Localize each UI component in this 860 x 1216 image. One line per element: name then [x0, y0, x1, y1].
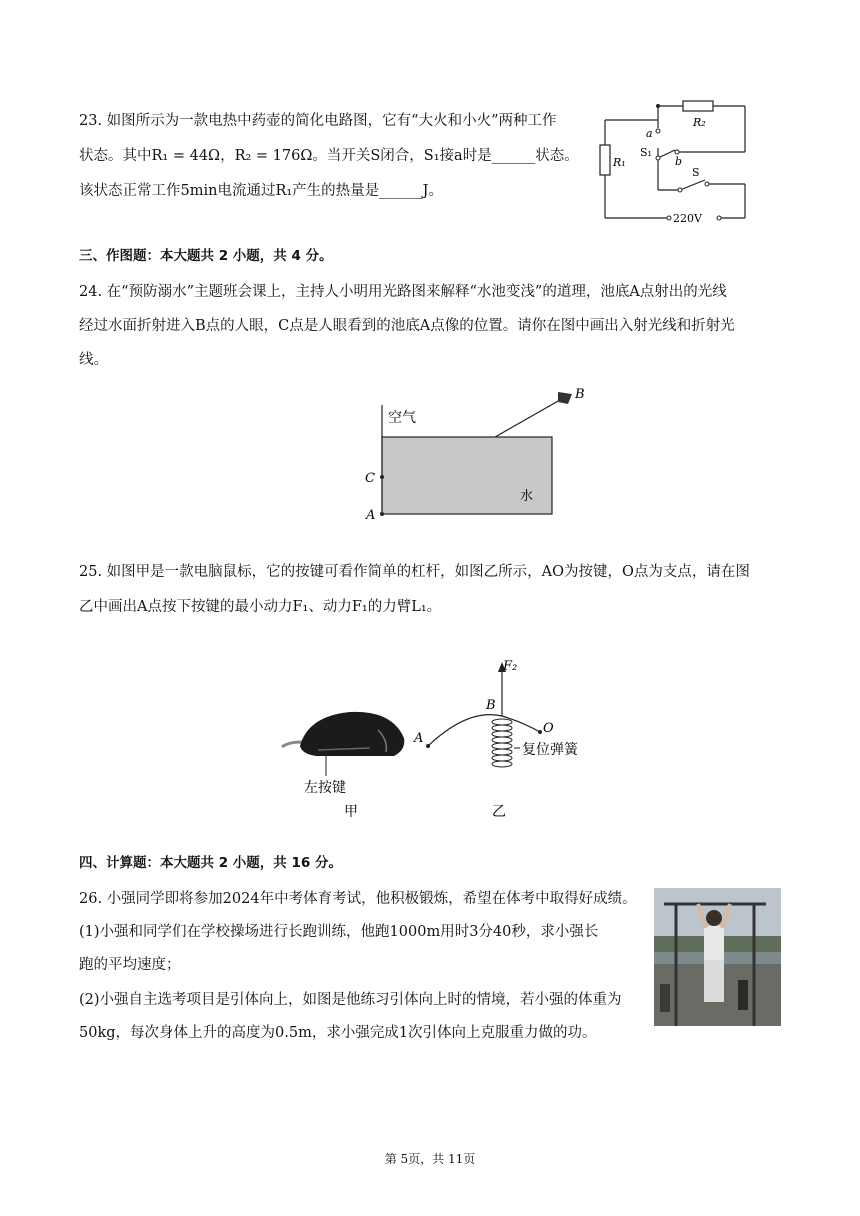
q25-figures: [270, 650, 610, 825]
q24-refraction-diagram: [360, 380, 600, 525]
page-number-footer: 第 5页，共 11页: [384, 1152, 476, 1166]
q26-part2-line-2: 50kg，每次身体上升的高度为0.5m，求小强完成1次引体向上克服重力做的功。: [79, 1025, 597, 1041]
q23-line-2: 状态。其中R₁ = 44Ω，R₂ = 176Ω。当开关S闭合，S₁接a时是______状态。: [79, 148, 579, 164]
yi-label: 乙: [492, 804, 506, 820]
point-a-label: A: [366, 508, 376, 523]
q26-part2-line-1: (2)小强自主选考项目是引体向上，如图是他练习引体向上时的情境，若小强的体重为: [79, 992, 622, 1008]
pull-up-photo: [654, 888, 781, 1026]
r1-label: R₁: [613, 156, 626, 169]
section-4-title: 四、计算题：本大题共 2 小题，共 16 分。: [79, 855, 342, 871]
air-label: 空气: [388, 410, 416, 426]
q23-line-3: 该状态正常工作5min电流通过R₁产生的热量是______J。: [79, 183, 443, 199]
point-a-label: A: [414, 731, 424, 746]
eye-icon: [558, 392, 572, 404]
q24-line-1: 24. 在“预防溺水”主题班会课上，主持人小明用光路图来解释“水池变浅”的道理，池底A点射出的光线: [79, 284, 727, 300]
r2-label: R₂: [693, 116, 706, 129]
mouse-image: [282, 712, 404, 776]
point-o-label: O: [543, 721, 554, 736]
q25-line-1: 25. 如图甲是一款电脑鼠标，它的按键可看作简单的杠杆，如图乙所示，AO为按键，O点为支点，请在图: [79, 564, 750, 580]
point-b-label: B: [486, 698, 496, 713]
point-b-label: B: [575, 387, 585, 402]
section-3-title: 三、作图题：本大题共 2 小题，共 4 分。: [79, 248, 333, 264]
q23-line-1: 23. 如图所示为一款电热中药壶的简化电路图，它有“大火和小火”两种工作: [79, 113, 557, 129]
q26-part1-line-2: 跑的平均速度；: [79, 957, 181, 973]
jia-label: 甲: [344, 804, 358, 820]
q24-line-3: 线。: [79, 352, 108, 368]
voltage-label: 220V: [673, 212, 702, 225]
point-c-label: C: [365, 471, 375, 486]
s1-label: S₁: [640, 146, 652, 159]
spring-icon: [492, 719, 512, 767]
a-terminal-label: a: [646, 127, 653, 140]
q26-line-1: 26. 小强同学即将参加2024年中考体育考试，他积极锻炼，希望在体考中取得好成绩。: [79, 891, 637, 907]
q26-part1-line-1: (1)小强和同学们在学校操场进行长跑训练，他跑1000m用时3分40秒，求小强长: [79, 924, 599, 940]
water-label: 水: [520, 489, 534, 504]
f2-label: F₂: [503, 659, 518, 674]
q24-line-2: 经过水面折射进入B点的人眼，C点是人眼看到的池底A点像的位置。请你在图中画出入射光线和折射光: [79, 318, 735, 334]
q25-line-2: 乙中画出A点按下按键的最小动力F₁、动力F₁的力臂L₁。: [79, 599, 442, 615]
left-key-label: 左按键: [304, 780, 346, 796]
s-label: S: [692, 166, 700, 179]
q23-circuit-diagram: [595, 100, 760, 225]
spring-label: 复位弹簧: [522, 742, 578, 758]
b-terminal-label: b: [675, 155, 683, 168]
